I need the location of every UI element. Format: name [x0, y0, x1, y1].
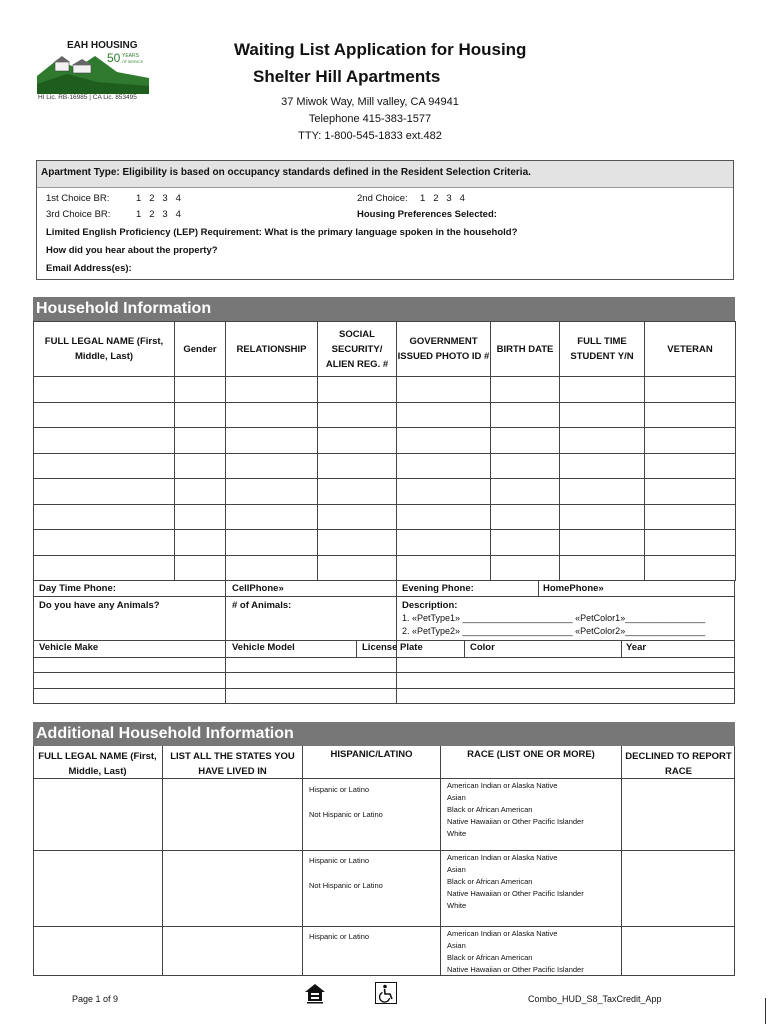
race-option[interactable]: American Indian or Alaska Native [447, 781, 558, 790]
choice2-label: 2nd Choice: [357, 193, 408, 204]
eah-housing-logo [37, 38, 149, 94]
divider [33, 850, 735, 851]
divider [33, 688, 735, 689]
divider [396, 657, 397, 704]
col-birth-date: BIRTH DATE [491, 322, 560, 377]
equal-housing-icon [303, 982, 327, 1004]
col-social-security: SOCIAL SECURITY/ ALIEN REG. # [318, 322, 397, 377]
race-option[interactable]: Black or African American [447, 805, 533, 814]
svg-text:OF SERVICE: OF SERVICE [122, 60, 144, 64]
household-table [33, 321, 736, 581]
race-option[interactable]: Asian [447, 941, 466, 950]
col-photo-id: GOVERNMENT ISSUED PHOTO ID # [397, 322, 491, 377]
race-option[interactable]: White [447, 829, 467, 838]
race-option[interactable]: Native Hawaiian or Other Pacific Islander [447, 817, 584, 826]
table-row [34, 504, 736, 530]
col-states-lived: LIST ALL THE STATES YOU HAVE LIVED IN [170, 751, 295, 777]
property-name: Shelter Hill Apartments [253, 67, 441, 86]
race-option[interactable]: Native Hawaiian or Other Pacific Islander [447, 965, 584, 974]
additional-table [33, 746, 735, 976]
divider [356, 640, 357, 657]
lep-requirement: Limited English Proficiency (LEP) Requirement: What is the primary language spoken in the household? [46, 227, 518, 238]
vehicle-color-label: Color [470, 642, 495, 653]
choice1-label: 1st Choice BR: [46, 193, 110, 204]
divider [225, 657, 226, 704]
hispanic-option[interactable]: Hispanic or Latino [309, 932, 370, 941]
race-option[interactable]: Black or African American [447, 953, 533, 962]
col-relationship: RELATIONSHIP [226, 322, 318, 377]
hispanic-option[interactable]: Hispanic or Latino [309, 856, 370, 865]
pet-1-line[interactable]: 1. «PetType1» ______________________ «PetColor1»________________ [402, 613, 706, 623]
property-tty: TTY: 1-800-545-1833 ext.482 [298, 130, 442, 142]
wheelchair-icon [375, 982, 397, 1004]
divider [621, 746, 622, 976]
license-numbers: HI Lic. RB-16985 | CA Lic. 853495 [38, 94, 137, 101]
svg-text:EAH HOUSING: EAH HOUSING [67, 40, 138, 51]
hear-about-property: How did you hear about the property? [46, 245, 218, 256]
apartment-type-title: Apartment Type: Eligibility is based on occupancy standards defined in the Resident Selection Criteria. [41, 167, 531, 178]
form-identifier: Combo_HUD_S8_TaxCredit_App [528, 994, 662, 1004]
race-option[interactable]: Asian [447, 793, 466, 802]
divider [33, 596, 735, 597]
race-option[interactable]: White [447, 901, 467, 910]
divider [162, 746, 163, 976]
not-hispanic-option[interactable]: Not Hispanic or Latino [309, 881, 383, 890]
table-row [34, 428, 736, 454]
race-option[interactable]: American Indian or Alaska Native [447, 929, 558, 938]
divider [302, 746, 303, 976]
col-veteran: VETERAN [645, 322, 736, 377]
table-row [34, 555, 736, 581]
animals-question[interactable]: Do you have any Animals? [39, 600, 160, 611]
page-title: Waiting List Application for Housing [234, 40, 527, 59]
cell-phone-label[interactable]: CellPhone» [232, 583, 284, 594]
vehicle-model-label: Vehicle Model [232, 642, 295, 653]
license-plate-label: License Plate [362, 642, 423, 653]
number-of-animals[interactable]: # of Animals: [232, 600, 292, 611]
svg-text:YEARS: YEARS [122, 53, 139, 59]
evening-phone-label[interactable]: Evening Phone: [402, 583, 474, 594]
col-full-legal-name: FULL LEGAL NAME (First, Middle, Last) [34, 322, 175, 377]
choice3-label: 3rd Choice BR: [46, 209, 111, 220]
pet-2-line[interactable]: 2. «PetType2» ______________________ «PetColor2»________________ [402, 626, 706, 636]
pet-description-label: Description: [402, 600, 458, 611]
day-phone-label[interactable]: Day Time Phone: [39, 583, 116, 594]
col-gender: Gender [175, 322, 226, 377]
property-telephone: Telephone 415-383-1577 [308, 113, 432, 125]
race-option[interactable]: Native Hawaiian or Other Pacific Islander [447, 889, 584, 898]
table-row [34, 453, 736, 479]
race-option[interactable]: Black or African American [447, 877, 533, 886]
vehicle-make-label: Vehicle Make [39, 642, 99, 653]
additional-section-header: Additional Household Information [33, 722, 735, 746]
not-hispanic-option[interactable]: Not Hispanic or Latino [309, 810, 383, 819]
vehicle-year-label: Year [626, 642, 647, 653]
col-hispanic-latino: HISPANIC/LATINO [330, 749, 413, 760]
page-edge-mark [765, 998, 766, 1024]
choice2-options[interactable]: 1 2 3 4 [420, 193, 465, 204]
divider [440, 746, 441, 976]
col-race: RACE (LIST ONE OR MORE) [467, 749, 595, 760]
col-declined-race: DECLINED TO REPORT RACE [625, 751, 732, 777]
divider [225, 580, 226, 657]
svg-text:50: 50 [107, 51, 121, 65]
divider [33, 926, 735, 927]
col-student: FULL TIME STUDENT Y/N [560, 322, 645, 377]
table-row [34, 530, 736, 556]
divider [464, 640, 465, 657]
divider [33, 640, 735, 641]
race-option[interactable]: American Indian or Alaska Native [447, 853, 558, 862]
property-address: 37 Miwok Way, Mill valley, CA 94941 [281, 96, 459, 108]
divider [33, 657, 735, 658]
email-addresses: Email Address(es): [46, 263, 132, 274]
choice3-options[interactable]: 1 2 3 4 [136, 209, 181, 220]
table-row [34, 377, 736, 403]
divider [621, 640, 622, 657]
divider [33, 672, 735, 673]
home-phone-label[interactable]: HomePhone» [543, 583, 604, 594]
divider [538, 580, 539, 596]
hispanic-option[interactable]: Hispanic or Latino [309, 785, 370, 794]
col-full-legal-name: FULL LEGAL NAME (First, Middle, Last) [38, 751, 157, 777]
household-section-header: Household Information [33, 297, 735, 321]
housing-preferences-label: Housing Preferences Selected: [357, 209, 497, 220]
choice1-options[interactable]: 1 2 3 4 [136, 193, 181, 204]
table-row [34, 479, 736, 505]
page-number: Page 1 of 9 [72, 994, 119, 1004]
table-row [34, 402, 736, 428]
race-option[interactable]: Asian [447, 865, 466, 874]
